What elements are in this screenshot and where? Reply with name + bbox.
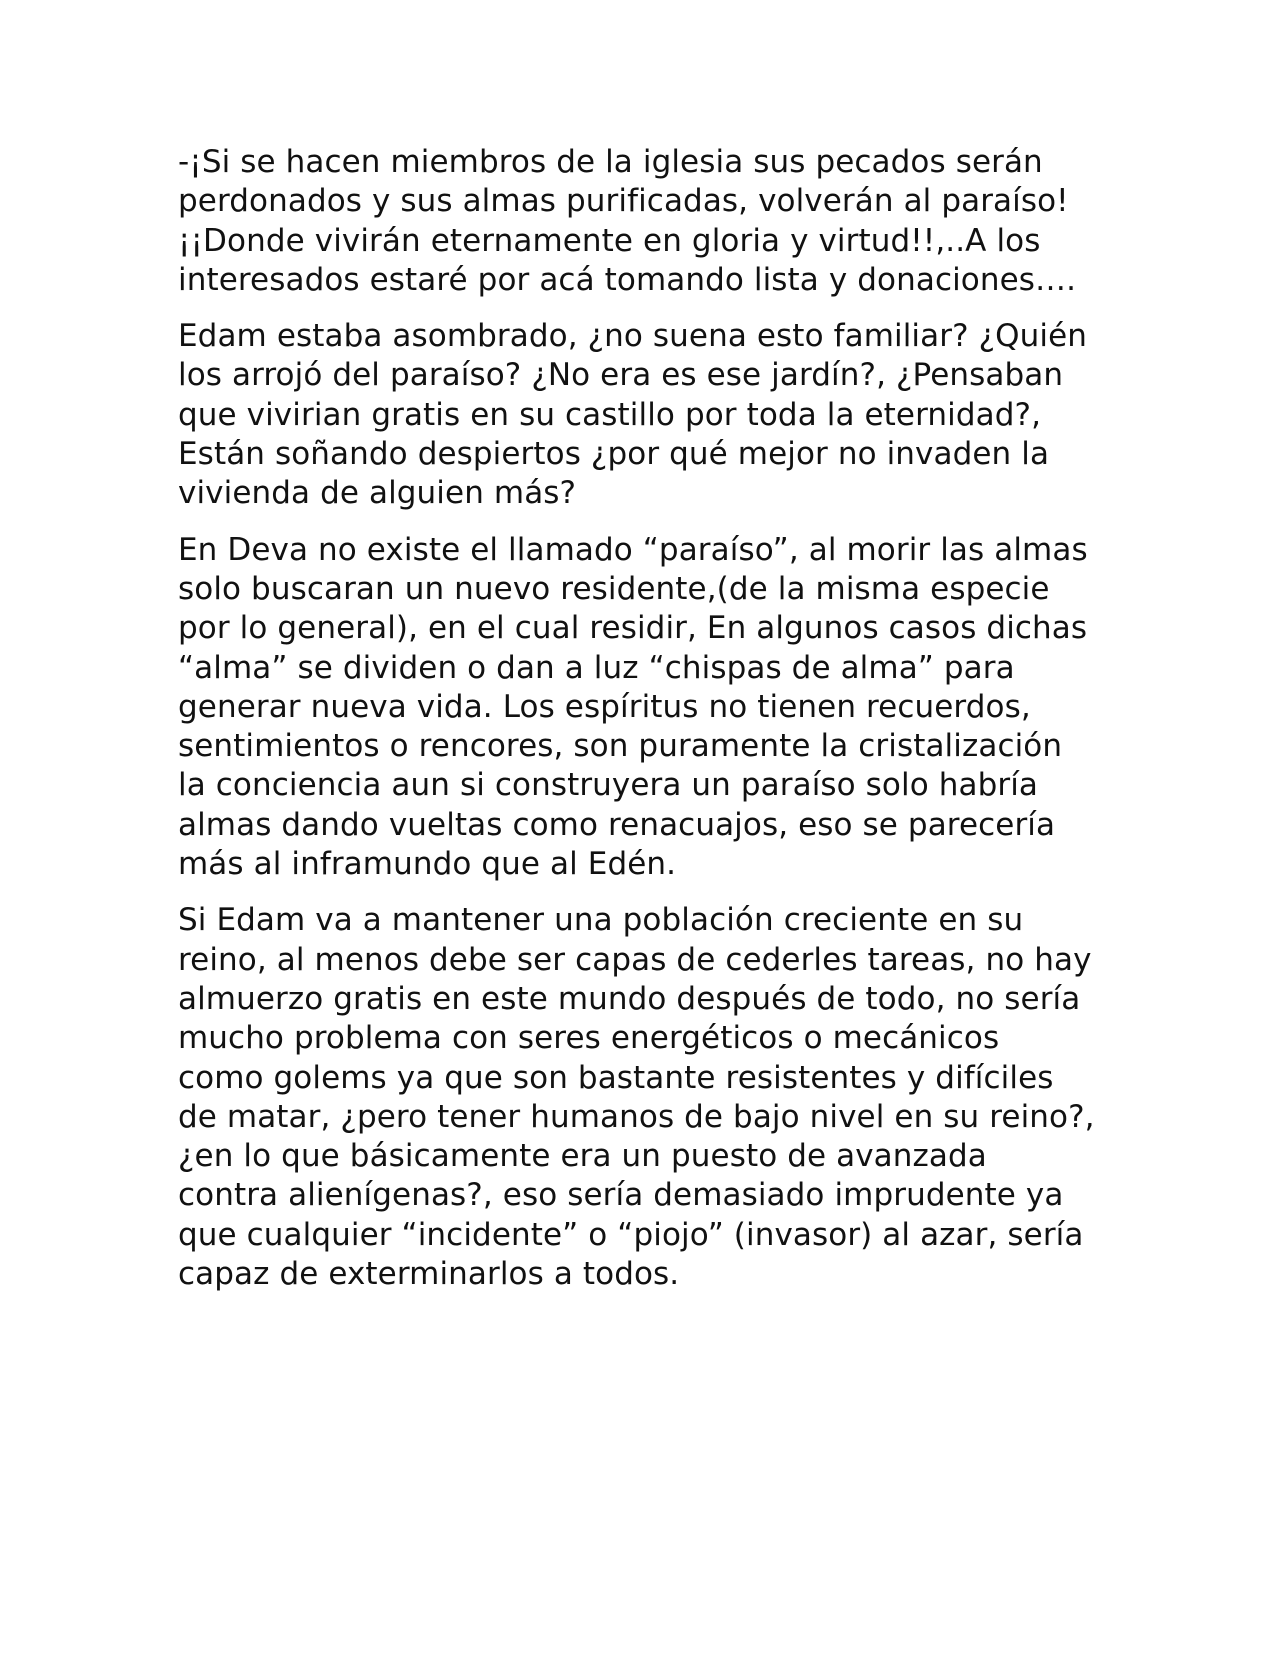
- paragraph-edam-astonished: Edam estaba asombrado, ¿no suena esto familiar? ¿Quién los arrojó del paraíso? ¿No era es ese jardín?, ¿Pensaban que vivirian gratis en su castillo por toda la eternidad?, Están soñando despiertos ¿por qué mejor no invaden la vivienda de alguien más?: [178, 318, 1088, 512]
- paragraph-deva-paradise: En Deva no existe el llamado “paraíso”, al morir las almas solo buscaran un nuevo residente,(de la misma especie por lo general), en el cual residir, En algunos casos dichas “alma” se dividen o dan a luz “chispas de alma” para generar nueva vida. Los espíritus no tienen recuerdos, sentimientos o rencores, son puramente la cristalización la conciencia aun si construyera un paraíso solo habría almas dando vueltas como renacuajos, eso se parecería más al inframundo que al Edén.: [178, 531, 1088, 883]
- paragraph-church-announcement: -¡Si se hacen miembros de la iglesia sus pecados serán perdonados y sus almas purificadas, volverán al paraíso! ¡¡Donde vivirán eternamente en gloria y virtud!!,..A los interesados estaré por acá tomando lista y donaciones….: [178, 144, 1077, 298]
- document-page: [178, 143, 1108, 1311]
- paragraph-kingdom-population: Si Edam va a mantener una población creciente en su reino, al menos debe ser capas de cederles tareas, no hay almuerzo gratis en este mundo después de todo, no sería mucho problema con seres energéticos o mecánicos como golems ya que son bastante resistentes y difíciles de matar, ¿pero tener humanos de bajo nivel en su reino?, ¿en lo que básicamente era un puesto de avanzada contra alienígenas?, eso sería demasiado imprudente ya que cualquier “incidente” o “piojo” (invasor) al azar, sería capaz de exterminarlos a todos.: [178, 902, 1095, 1293]
